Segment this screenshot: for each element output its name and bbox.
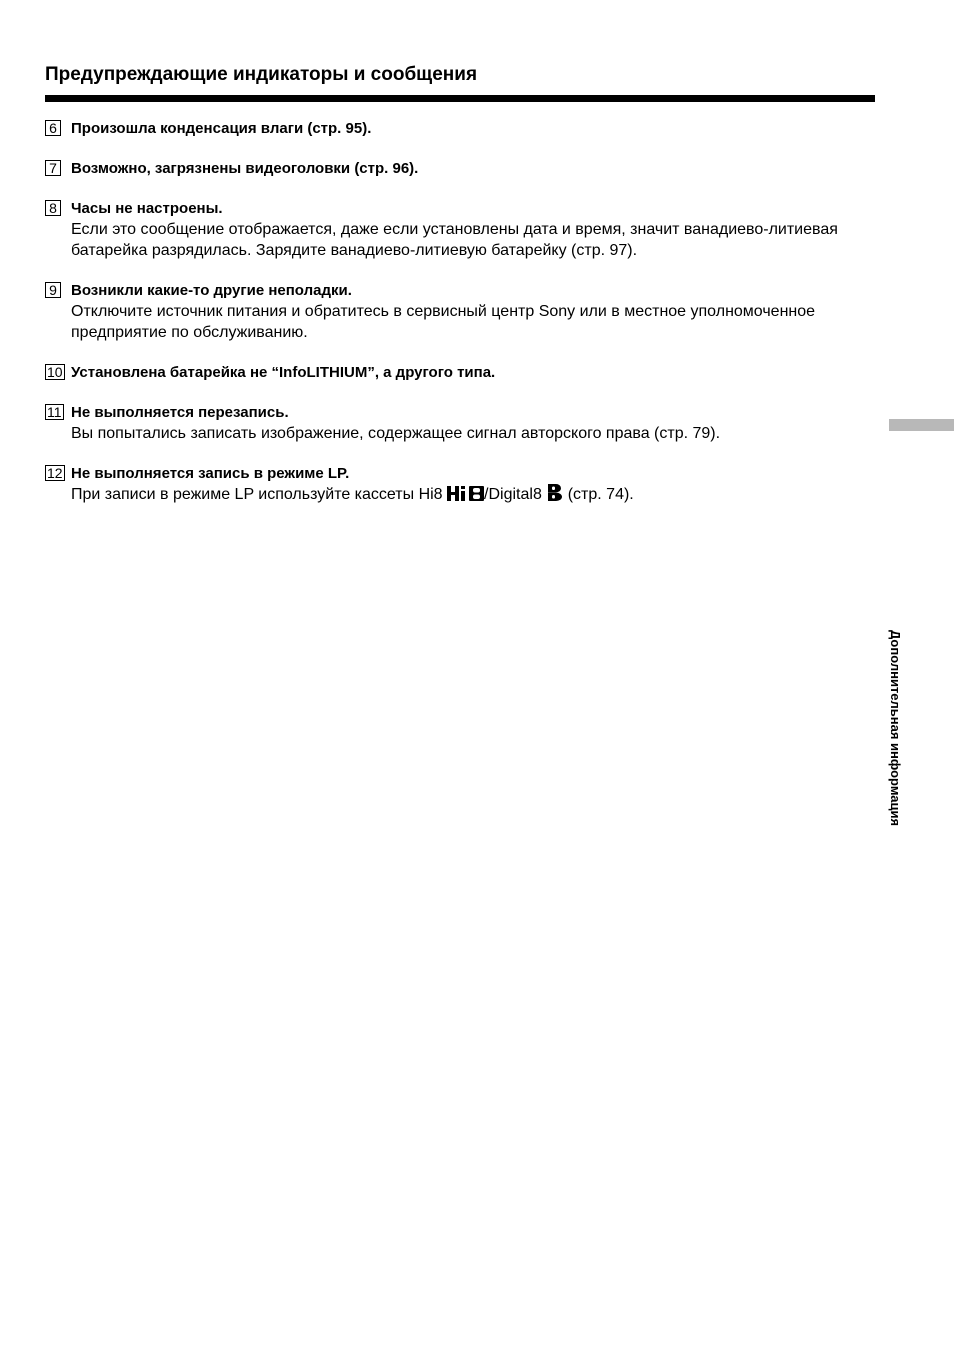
page-title: Предупреждающие индикаторы и сообщения — [45, 64, 478, 85]
item-heading: Возникли какие-то другие неполадки. — [71, 282, 352, 299]
item-body: Вы попытались записать изображение, содержащее сигнал авторского права (стр. 79). — [71, 425, 721, 442]
item-heading: Часы не настроены. — [71, 200, 223, 217]
list-item — [45, 362, 845, 383]
item-heading: Установлена батарейка не “InfoLITHIUM”, а другого типа. — [71, 364, 496, 381]
section-tab-marker — [889, 419, 954, 431]
message-list — [45, 118, 845, 524]
item-number: 7 — [45, 160, 61, 176]
item-number: 12 — [47, 465, 63, 481]
hi8-logo-icon — [447, 486, 484, 501]
title-rule — [45, 95, 875, 102]
item-body — [71, 484, 845, 505]
section-side-label: Дополнительная информация — [888, 630, 903, 827]
item-heading: Возможно, загрязнены видеоголовки (стр. 96). — [71, 160, 419, 177]
list-item — [45, 280, 845, 343]
item-number: 9 — [45, 282, 61, 298]
item-number: 11 — [47, 404, 62, 420]
list-item — [45, 158, 845, 179]
item-body: Отключите источник питания и обратитесь в сервисный центр Sony или в местное уполномоченное предприятие по обслуживанию. — [71, 303, 816, 341]
item-heading: Произошла конденсация влаги (стр. 95). — [71, 120, 372, 137]
digital8-logo-icon — [546, 484, 563, 501]
item-body-text: При записи в режиме LP используйте кассеты Hi8 — [71, 486, 448, 503]
item-body: Если это сообщение отображается, даже если установлены дата и время, значит ванадиево-литиевая батарейка разрядилась. Зарядите ванадиево-литиевую батарейку (стр. 97). — [71, 221, 838, 259]
item-heading: Не выполняется перезапись. — [71, 404, 289, 421]
list-item — [45, 402, 845, 444]
item-number: 6 — [45, 120, 61, 136]
item-body-text: (стр. 74). — [563, 486, 634, 503]
list-item — [45, 118, 845, 139]
list-item — [45, 198, 845, 261]
item-number: 8 — [45, 200, 61, 216]
item-body-text: /Digital8 — [484, 486, 547, 503]
list-item — [45, 463, 845, 505]
item-number: 10 — [47, 364, 63, 380]
item-heading: Не выполняется запись в режиме LP. — [71, 465, 350, 482]
